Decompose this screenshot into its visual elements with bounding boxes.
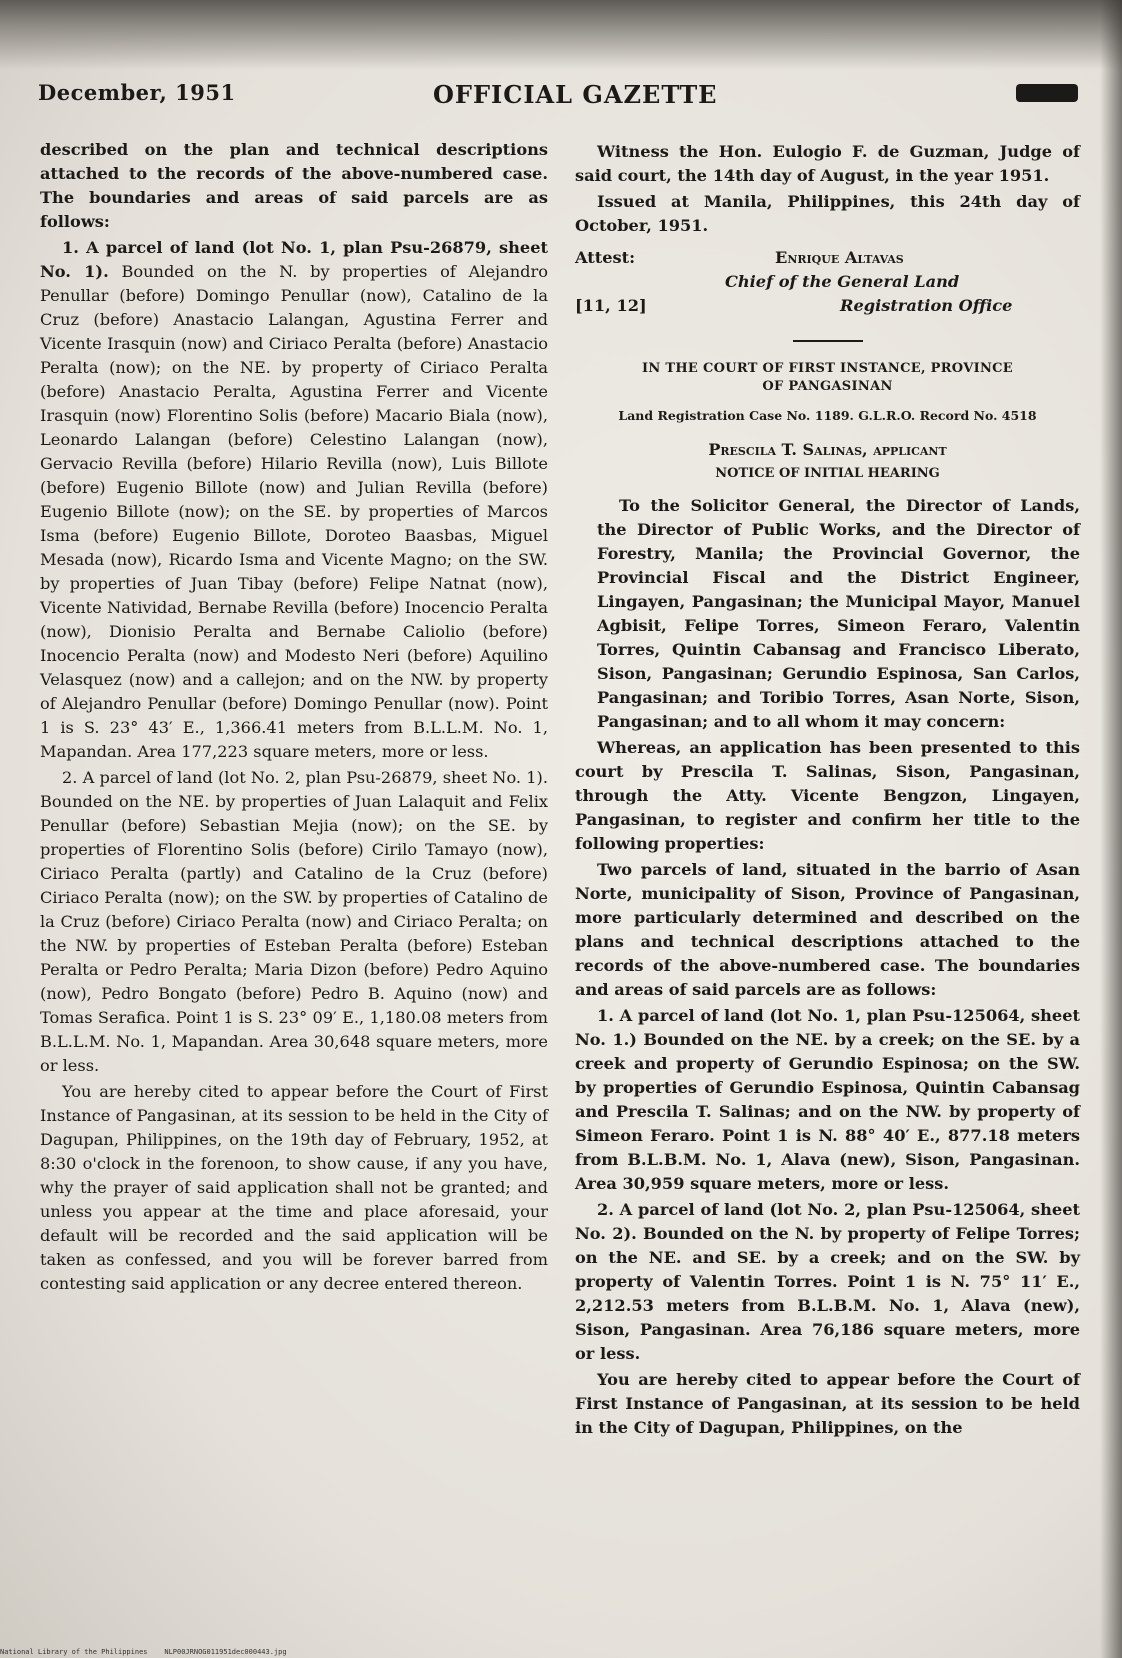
notice-title: NOTICE OF INITIAL HEARING [715,466,940,481]
attest-office-line-2: Registration Office [840,296,1013,315]
addressees-paragraph: To the Solicitor General, the Director of Lands, the Director of Public Works, and the Director of Forestry, Manila; the Provincial Governor, the Provincial Fiscal and the District Engineer, Lingayen, Pangasinan; the Municipal Mayor, Manuel Agbisit, Felipe Torres, Simeon Feraro, Valentin Torres, Quintin Cabansag and Francisco Liberato, Sison, Pangasinan; Gerundio Espinosa, San Carlos, Pangasinan; and Toribio Torres, Asan Norte, Sison, Pangasinan; and to all whom it may concern: [597,496,1080,731]
witness-paragraph: Witness the Hon. Eulogio F. de Guzman, Judge of said court, the 14th day of August, in the year 1951. [575,142,1080,185]
case-line: Land Registration Case No. 1189. G.L.R.O. Record No. 4518 [618,408,1037,423]
header-title: OFFICIAL GAZETTE [433,80,718,109]
court-heading [575,360,1080,396]
attest-name: Enrique Altavas [775,248,904,267]
section-divider [793,340,863,342]
page-header [38,80,1098,108]
two-parcels-paragraph: Two parcels of land, situated in the barrio of Asan Norte, municipality of Sison, Province of Pangasinan, more particularly determined and described on the plans and technical descriptions attached to the records of the above-numbered case. The boundaries and areas of said parcels are as follows: [575,860,1080,999]
attest-block [575,242,1080,324]
page-number-blot [1016,84,1078,102]
parcel-2-paragraph: 2. A parcel of land (lot No. 2, plan Psu-26879, sheet No. 1). Bounded on the NE. by properties of Juan Lalaquit and Felix Penullar (before) Sebastian Mejia (now); on the SE. by properties of Florentino Solis (before) Cirilo Tamayo (now), Ciriaco Peralta (partly) and Catalino de la Cruz (before) Ciriaco Peralta (now); on the SW. by properties of Catalino de la Cruz (before) Ciriaco Peralta (now) and Ciriaco Peralta; on the NW. by properties of Esteban Peralta (before) Esteban Peralta or Pedro Peralta; Maria Dizon (before) Pedro Aquino (now), Pedro Bongato (before) Pedro B. Aquino (now) and Tomas Serafica. Point 1 is S. 23° 09′ E., 1,180.08 meters from B.L.L.M. No. 1, Mapandan. Area 30,648 square meters, more or less. [40,768,548,1075]
parcel-2-right-paragraph: 2. A parcel of land (lot No. 2, plan Psu-125064, sheet No. 2). Bounded on the N. by property of Felipe Torres; on the NE. and SE. by a creek; and on the SW. by property of Valentin Torres. Point 1 is N. 75° 11′ E., 2,212.53 meters from B.L.B.M. No. 1, Alava (new), Sison, Pangasinan. Area 76,186 square meters, more or less. [575,1200,1080,1363]
court-heading-line-2: OF PANGASINAN [762,379,893,394]
attest-label: Attest: [575,248,636,267]
intro-paragraph: described on the plan and technical descriptions attached to the records of the above-numbered case. The boundaries and areas of said parcels are as follows: [40,140,548,231]
whereas-paragraph: Whereas, an application has been presented to this court by Prescila T. Salinas, Sison, Pangasinan, through the Atty. Vicente Bengzon, Lingayen, Pangasinan, to register and confirm her title to the following properties: [575,738,1080,853]
parcel-1-lead: 1. A parcel of land (lot No. 1, plan Psu-26879, sheet No. 1). [40,238,548,281]
parcel-1-right-paragraph: 1. A parcel of land (lot No. 1, plan Psu-125064, sheet No. 1.) Bounded on the NE. by a creek; on the SE. by a creek and property of Gerundio Espinosa; on the SW. by properties of Gerundio Espinosa, Quintin Cabansag and Prescila T. Salinas; and on the NW. by property of Simeon Feraro. Point 1 is N. 88° 40′ E., 877.18 meters from B.L.B.M. No. 1, Alava (new), Sison, Pangasinan. Area 30,959 square meters, more or less. [575,1006,1080,1193]
citation-right-paragraph: You are hereby cited to appear before the Court of First Instance of Pangasinan, at its session to be held in the City of Dagupan, Philippines, on the [575,1370,1080,1437]
reference-number: [11, 12] [575,296,647,315]
parcel-1-paragraph [40,236,548,764]
left-column [40,138,548,1298]
scan-top-shadow [0,0,1122,70]
applicant-line: Prescila T. Salinas, applicant [708,440,947,459]
scan-right-shadow [1100,0,1122,1658]
header-date: December, 1951 [38,80,236,105]
scan-footer: National Library of the Philippines NLP00JRNOG011951dec000443.jpg [0,1648,287,1656]
parcel-1-text: Bounded on the N. by properties of Alejandro Penullar (before) Domingo Penullar (now), Catalino de la Cruz (before) Anastacio Lalangan, Agustina Ferrer and Vicente Irasquin (now) and Ciriaco Peralta (before) Anastacio Peralta (now); on the NE. by property of Ciriaco Peralta (before) Anastacio Peralta, Agustina Ferrer and Vicente Irasquin (now) Florentino Solis (before) Macario Biala (now), Leonardo Lalangan (before) Celestino Lalangan (now), Gervacio Revilla (before) Hilario Revilla (now), Luis Billote (before) Eugenio Billote (now) and Julian Revilla (before) Eugenio Billote (now); on the SE. by properties of Marcos Isma (before) Eugenio Billote, Doroteo Baasbas, Miguel Mesada (now), Ricardo Isma and Vicente Magno; on the SW. by properties of Juan Tibay (before) Felipe Natnat (now), Vicente Natividad, Bernabe Revilla (before) Inocencio Peralta (now), Dionisio Peralta and Bernabe Caliolio (before) Inocencio Peralta (now) and Modesto Neri (before) Aquilino Velasquez (now) and a callejon; and on the NW. by property of Alejandro Penullar (before) Domingo Penullar (now). Point 1 is S. 23° 43′ E., 1,366.41 meters from B.L.L.M. No. 1, Mapandan. Area 177,223 square meters, more or less. [40,262,548,761]
right-column [575,140,1080,1442]
court-heading-line-1: IN THE COURT OF FIRST INSTANCE, PROVINCE [641,361,1014,376]
citation-paragraph: You are hereby cited to appear before the Court of First Instance of Pangasinan, at its session to be held in the City of Dagupan, Philippines, on the 19th day of February, 1952, at 8:30 o'clock in the forenoon, to show cause, if any you have, why the prayer of said application shall not be granted; and unless you appear at the time and place aforesaid, your default will be recorded and the said application will be taken as confessed, and you will be forever barred from contesting said application or any decree entered thereon. [40,1082,548,1293]
issued-paragraph: Issued at Manila, Philippines, this 24th day of October, 1951. [575,192,1080,235]
attest-office-line-1: Chief of the General Land [725,272,960,291]
